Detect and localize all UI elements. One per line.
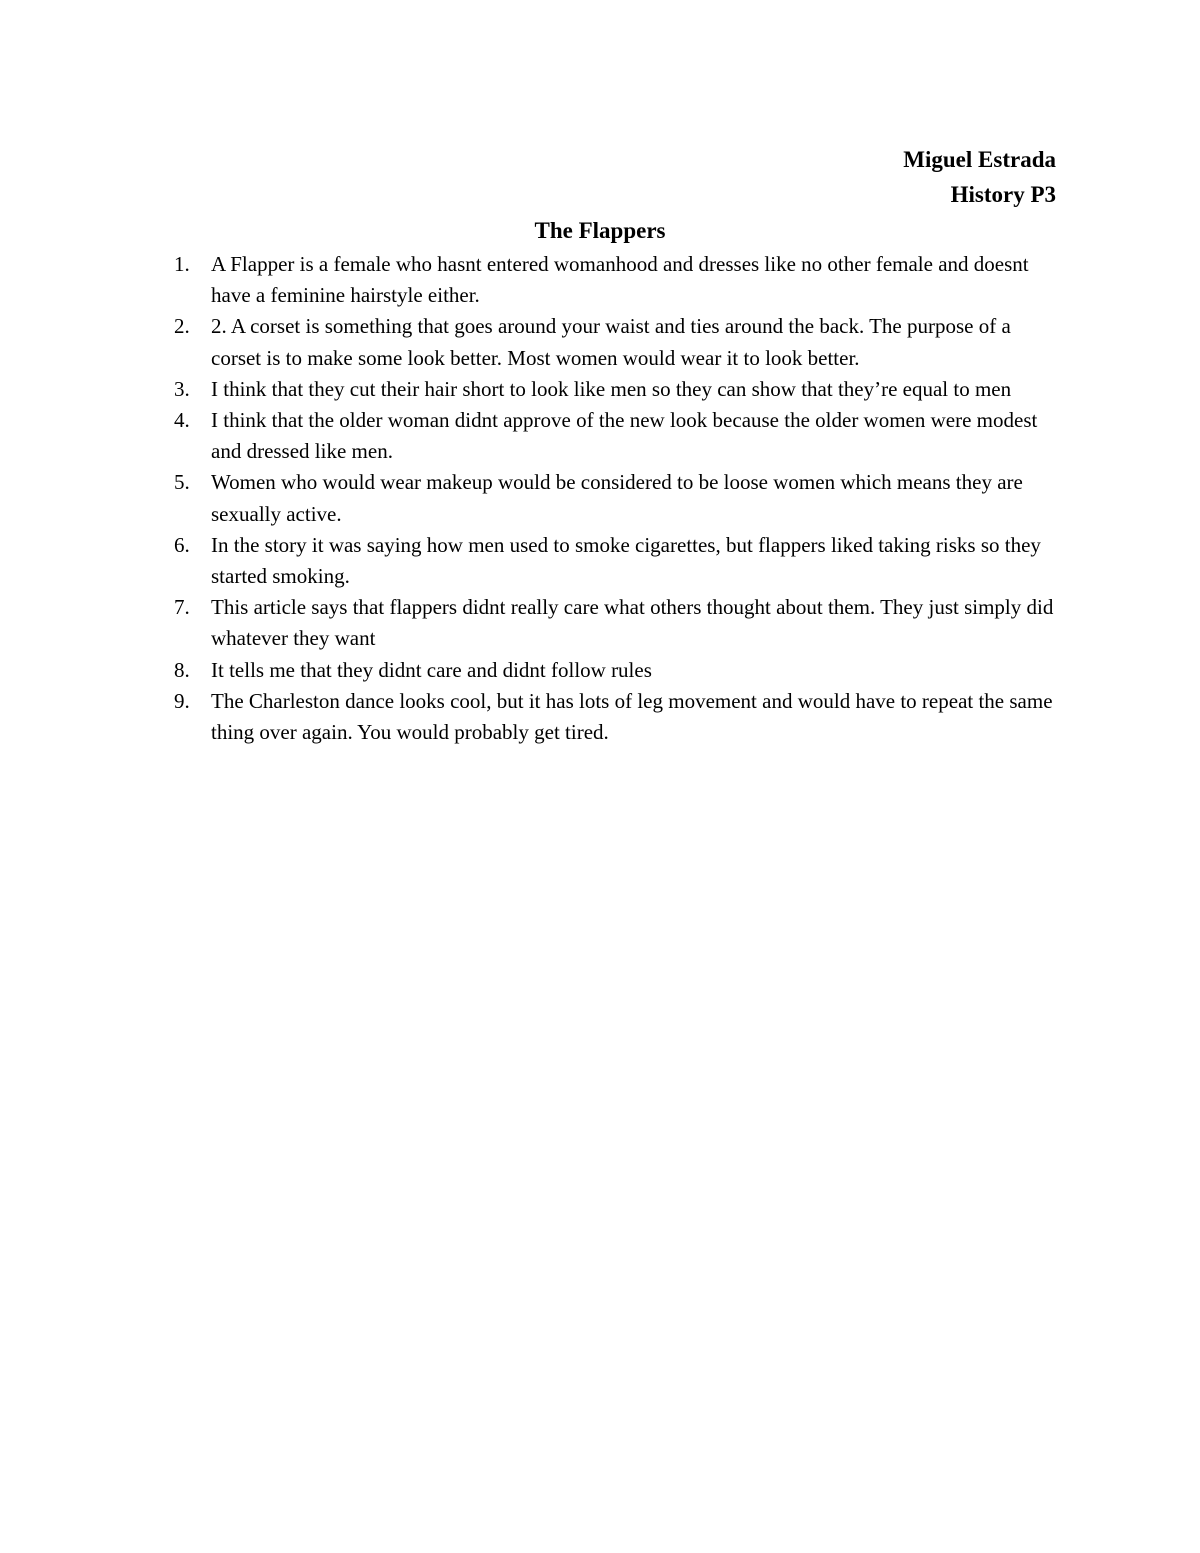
answer-number: 7. <box>174 595 190 620</box>
answer-text: 2. A corset is something that goes around your waist and ties around the back. The purpose of a corset is to make some look better. Most women would wear it to look better. <box>211 314 1011 370</box>
answer-number: 2. <box>174 314 190 339</box>
answer-text: Women who would wear makeup would be considered to be loose women which means they are sexually active. <box>211 470 1023 526</box>
answer-item-5 <box>174 467 1064 529</box>
class-period: History P3 <box>950 182 1056 207</box>
answer-item-9 <box>174 686 1064 748</box>
answer-number: 3. <box>174 376 190 401</box>
answer-text: A Flapper is a female who hasnt entered womanhood and dresses like no other female and doesnt have a feminine hairstyle either. <box>211 252 1029 308</box>
author-name: Miguel Estrada <box>903 147 1056 172</box>
answer-number: 5. <box>174 470 190 495</box>
answer-item-4 <box>174 405 1064 467</box>
author-header <box>903 142 1056 212</box>
answer-number: 8. <box>174 657 190 682</box>
answer-item-8 <box>174 655 1064 686</box>
answer-item-2 <box>174 311 1064 373</box>
answer-number: 9. <box>174 688 190 713</box>
answer-text: I think that the older woman didnt approve of the new look because the older women were modest and dressed like men. <box>211 408 1038 464</box>
answer-item-6 <box>174 530 1064 592</box>
answer-item-3 <box>174 374 1064 405</box>
answer-text: In the story it was saying how men used to smoke cigarettes, but flappers liked taking risks so they started smoking. <box>211 532 1041 589</box>
document-title: The Flappers <box>534 218 666 243</box>
answer-number: 6. <box>174 532 190 557</box>
answer-item-1 <box>174 249 1064 311</box>
answer-text: I think that they cut their hair short to look like men so they can show that they’re equal to men <box>211 376 1012 401</box>
answer-text: The Charleston dance looks cool, but it has lots of leg movement and would have to repeat the same thing over again. You would probably get tired. <box>211 688 1053 745</box>
answer-list <box>174 249 1064 748</box>
answer-number: 1. <box>174 252 190 276</box>
answer-item-7 <box>174 592 1064 654</box>
answer-number: 4. <box>174 408 190 433</box>
answer-text: It tells me that they didnt care and didnt follow rules <box>211 657 652 682</box>
answer-text: This article says that flappers didnt really care what others thought about them. They just simply did whatever they want <box>211 595 1054 651</box>
